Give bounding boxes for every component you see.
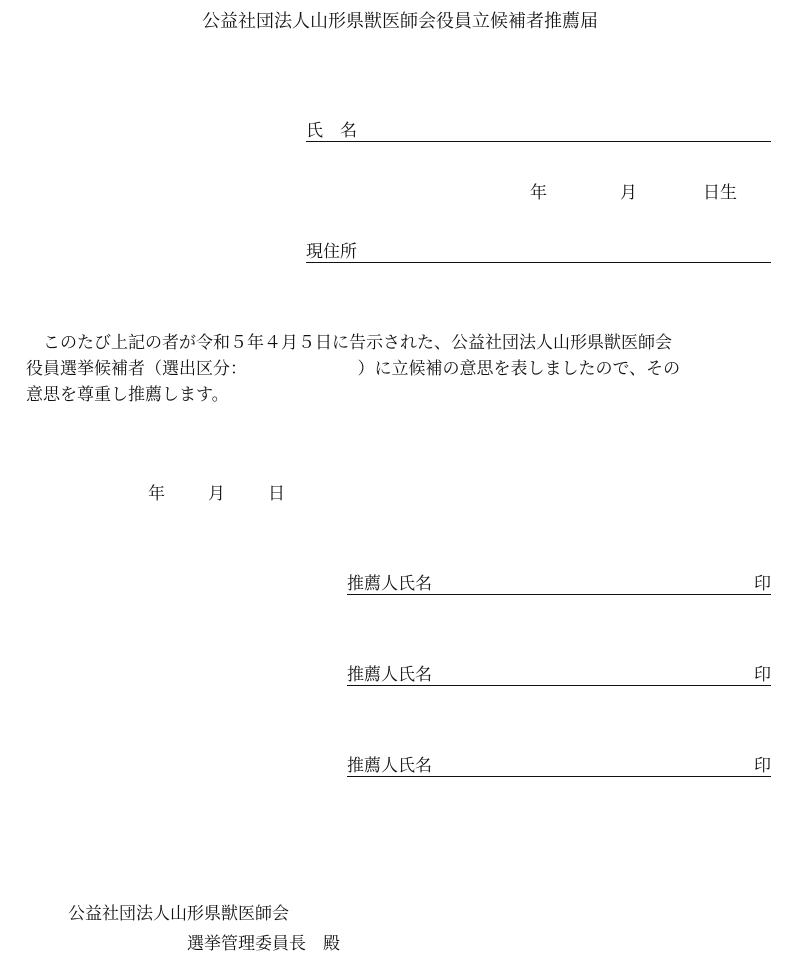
addressee-title: 選挙管理委員長 殿 bbox=[187, 934, 340, 954]
page-title: 公益社団法人山形県獣医師会役員立候補者推薦届 bbox=[202, 11, 598, 32]
recommender-label: 推薦人氏名 bbox=[347, 574, 432, 594]
date-month-label: 月 bbox=[208, 484, 225, 504]
recommender-name-field[interactable] bbox=[347, 574, 771, 595]
addressee-organization: 公益社団法人山形県獣医師会 bbox=[68, 904, 289, 924]
recommender-name-field[interactable] bbox=[347, 756, 771, 777]
recommender-name-field[interactable] bbox=[347, 665, 771, 686]
date-day-label: 日 bbox=[268, 484, 285, 504]
statement-line: このたび上記の者が令和５年４月５日に告示された、公益社団法人山形県獣医師会 bbox=[26, 333, 672, 353]
statement-line: 意思を尊重し推薦します。 bbox=[26, 385, 229, 405]
birth-year-label: 年 bbox=[530, 183, 547, 203]
candidate-name-label: 氏 名 bbox=[306, 121, 357, 141]
seal-mark: 印 bbox=[754, 665, 771, 685]
candidate-address-label: 現住所 bbox=[306, 242, 357, 262]
birth-month-label: 月 bbox=[620, 183, 637, 203]
recommender-label: 推薦人氏名 bbox=[347, 756, 432, 776]
birth-day-label: 日生 bbox=[703, 183, 737, 203]
seal-mark: 印 bbox=[754, 756, 771, 776]
statement-line: 役員選挙候補者（選出区分： ）に立候補の意思を表しましたので、その bbox=[26, 359, 681, 379]
recommender-label: 推薦人氏名 bbox=[347, 665, 432, 685]
candidate-address-field[interactable] bbox=[306, 242, 771, 263]
candidate-name-field[interactable] bbox=[306, 121, 771, 142]
date-year-label: 年 bbox=[148, 484, 165, 504]
seal-mark: 印 bbox=[754, 574, 771, 594]
recommendation-statement bbox=[26, 330, 786, 408]
